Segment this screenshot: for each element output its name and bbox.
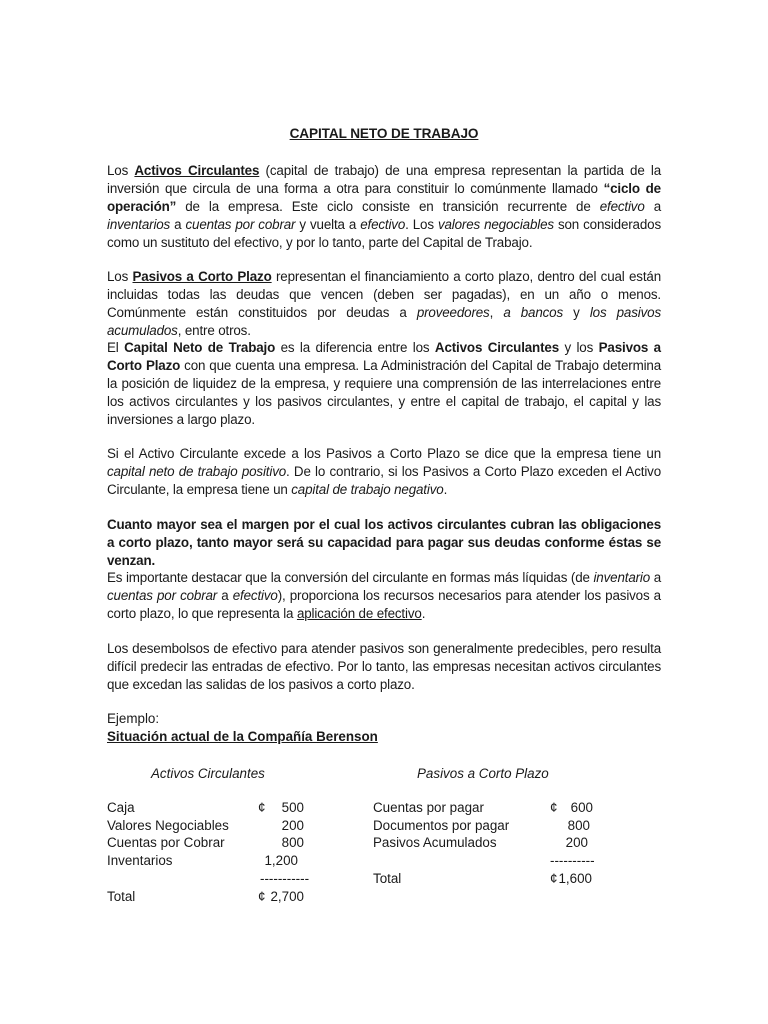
- text-run: representan el financiamiento a corto plazo, dentro del cual están incluidas todas las deudas que vencen (deben ser pagadas), en un año o menos. Comúnmente están constituidos por deudas a: [107, 269, 661, 320]
- text-run: Activos Circulantes: [434, 340, 559, 355]
- text-run: es la diferencia entre los: [275, 340, 435, 355]
- liabilities-total-value: 1,600: [558, 871, 592, 886]
- liabilities-row-label: Cuentas por pagar: [373, 800, 484, 815]
- assets-total-label: Total: [107, 889, 136, 904]
- example-label: Ejemplo:: [107, 711, 160, 726]
- assets-row-label: Inventarios: [107, 853, 173, 868]
- text-run: efectivo: [360, 216, 406, 232]
- paragraph-margen: [107, 516, 661, 570]
- text-run: valores negociables: [437, 216, 554, 232]
- liabilities-total-label: Total: [373, 871, 402, 886]
- text-run: Pasivos a Corto Plazo: [107, 340, 661, 373]
- text-run: a: [644, 198, 661, 214]
- liabilities-heading: Pasivos a Corto Plazo: [417, 766, 549, 781]
- text-run: ), proporciona los recursos necesarios para atender los pasivos a corto plazo, lo que representa la: [107, 587, 661, 621]
- assets-row-label: Valores Negociables: [107, 818, 229, 833]
- text-run: ,: [489, 304, 504, 320]
- liabilities-row-value: 200: [565, 835, 588, 850]
- text-run: . De lo contrario, si los Pasivos a Corto Plazo exceden el Activo Circulante, la empresa tiene un: [107, 463, 661, 497]
- assets-row-label: Cuentas por Cobrar: [107, 835, 225, 850]
- assets-row-value: 800: [281, 835, 304, 850]
- text-run: Activos Circulantes: [134, 163, 260, 178]
- assets-total-value: 2,700: [270, 889, 304, 904]
- assets-row-value: 1,200: [264, 853, 298, 868]
- paragraph-conversion: [107, 569, 661, 623]
- liabilities-row-label: Pasivos Acumulados: [373, 835, 497, 850]
- currency-symbol: ¢: [550, 871, 558, 886]
- text-run: (capital de trabajo) de una empresa representan la partida de la inversión que circula de una forma a otra para constituir lo comúnmente llamado: [107, 163, 662, 196]
- document-title: CAPITAL NETO DE TRABAJO: [289, 126, 479, 141]
- liabilities-row-label: Documentos por pagar: [373, 818, 510, 833]
- liabilities-total-rule: ----------: [550, 853, 595, 868]
- liabilities-row-value: 800: [567, 818, 590, 833]
- text-run: efectivo: [232, 587, 278, 603]
- text-run: Capital Neto de Trabajo: [124, 340, 276, 355]
- text-run: Los desembolsos de efectivo para atender pasivos son generalmente predecibles, pero resulta difícil predecir las entradas de efectivo. Por lo tanto, las empresas necesitan activos circulantes que excedan las salidas de los pasivos a corto plazo.: [107, 641, 661, 692]
- paragraph-capital-neto: [107, 339, 661, 429]
- example-title: Situación actual de la Compañía Berenson: [107, 729, 378, 744]
- paragraph-positivo-negativo: [107, 445, 661, 499]
- text-run: y: [563, 304, 590, 320]
- text-run: cuentas por cobrar: [107, 587, 218, 603]
- text-run: Si el Activo Circulante excede a los Pasivos a Corto Plazo se dice que la empresa tiene un: [107, 446, 661, 461]
- text-run: inventario: [593, 570, 651, 585]
- text-run: , entre otros.: [177, 322, 251, 338]
- currency-symbol: ¢: [550, 800, 558, 815]
- assets-heading: Activos Circulantes: [151, 766, 265, 781]
- text-run: .: [443, 481, 448, 497]
- assets-row-value: 500: [281, 800, 304, 815]
- liabilities-row-value: 600: [570, 800, 593, 815]
- currency-symbol: ¢: [258, 800, 266, 815]
- text-run: Los: [107, 269, 133, 284]
- text-run: de la empresa. Este ciclo consiste en transición recurrente de: [176, 198, 600, 214]
- text-run: con que cuenta una empresa. La Administración del Capital de Trabajo determina la posición de liquidez de la empresa, y requiere una comprensión de las interrelaciones entre los activos circulantes y los pasivos circulantes, y entre el capital de trabajo, el capital y las inversiones a largo plazo.: [107, 357, 661, 427]
- text-run: “ciclo de operación”: [107, 180, 661, 214]
- text-run: Es importante destacar que la conversión del circulante en formas más líquidas (de: [107, 570, 594, 585]
- text-run: Pasivos a Corto Plazo: [132, 269, 272, 284]
- text-run: a: [170, 216, 186, 232]
- text-run: a bancos: [503, 304, 564, 320]
- text-run: Los: [107, 163, 135, 178]
- text-run: El: [107, 340, 125, 355]
- text-run: capital neto de trabajo positivo: [107, 463, 287, 479]
- assets-row-value: 200: [281, 818, 304, 833]
- text-run: efectivo: [599, 198, 645, 214]
- paragraph-desembolsos: [107, 640, 661, 694]
- text-run: cuentas por cobrar: [185, 216, 296, 232]
- assets-row-label: Caja: [107, 800, 135, 815]
- text-run: . Los: [405, 216, 438, 232]
- text-run: proveedores: [416, 304, 490, 320]
- text-run: inventarios: [107, 216, 171, 232]
- text-run: .: [421, 605, 426, 621]
- paragraph-pasivos-corto-plazo: [107, 268, 661, 340]
- currency-symbol: ¢: [258, 889, 266, 904]
- text-run: y los: [559, 340, 599, 355]
- assets-total-rule: -----------: [260, 871, 310, 886]
- text-run: Cuanto mayor sea el margen por el cual los activos circulantes cubran las obligaciones a corto plazo, tanto mayor será su capacidad para pagar sus deudas conforme éstas se venzan.: [107, 517, 661, 568]
- text-run: aplicación de efectivo: [296, 605, 422, 621]
- text-run: a: [217, 587, 233, 603]
- text-run: a: [650, 570, 661, 585]
- paragraph-activos-circulantes: [107, 162, 661, 252]
- text-run: y vuelta a: [295, 216, 361, 232]
- text-run: los pasivos acumulados: [107, 304, 661, 338]
- text-run: son considerados como un sustituto del efectivo, y por lo tanto, parte del Capital de Trabajo.: [107, 216, 661, 250]
- text-run: capital de trabajo negativo: [291, 481, 444, 497]
